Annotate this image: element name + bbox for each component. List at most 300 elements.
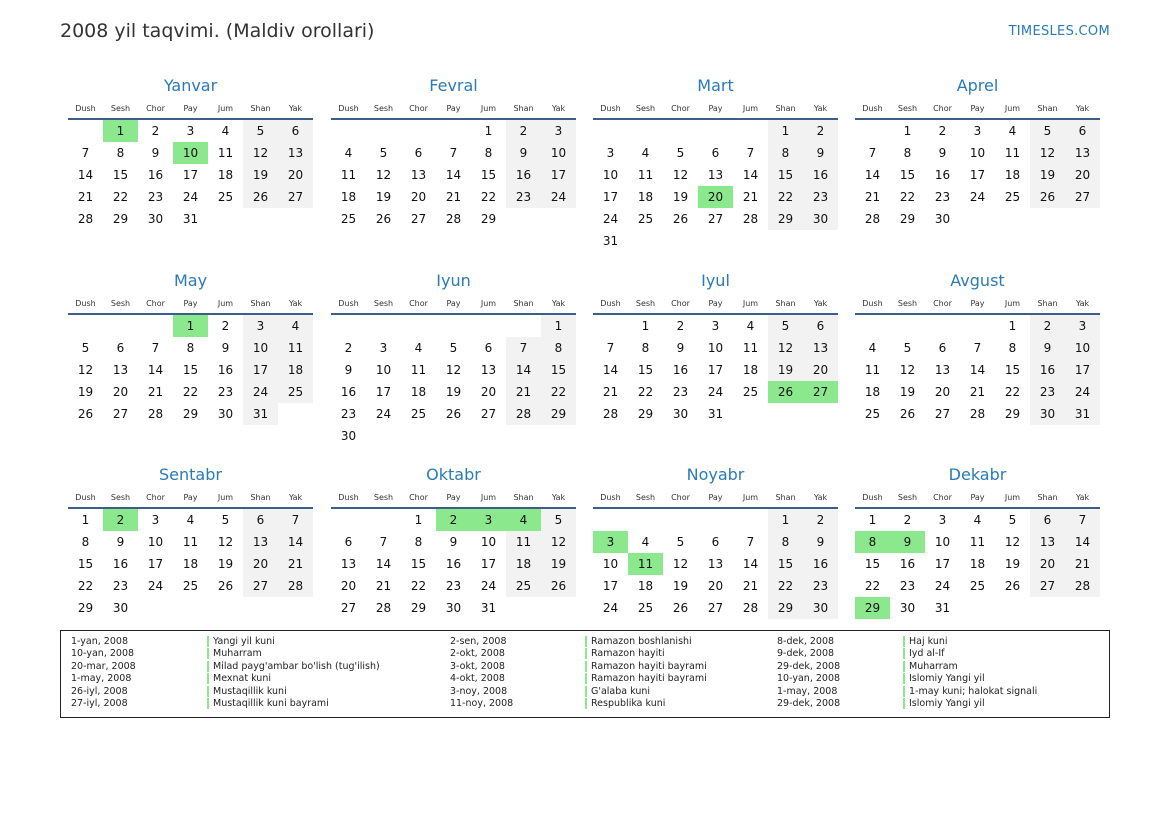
day-cell[interactable]: 23 bbox=[445, 579, 462, 593]
day-cell[interactable]: 29 bbox=[410, 601, 427, 615]
day-cell[interactable]: 20 bbox=[707, 579, 724, 593]
day-cell[interactable]: 27 bbox=[278, 186, 313, 208]
day-cell[interactable]: 18 bbox=[182, 557, 199, 571]
day-cell[interactable]: 3 bbox=[1065, 315, 1100, 337]
day-cell[interactable]: 19 bbox=[77, 385, 94, 399]
day-cell[interactable]: 12 bbox=[243, 142, 278, 164]
day-cell[interactable]: 21 bbox=[864, 190, 881, 204]
day-cell[interactable]: 27 bbox=[707, 212, 724, 226]
day-cell[interactable]: 24 bbox=[541, 186, 576, 208]
day-cell[interactable]: 13 bbox=[707, 557, 724, 571]
day-cell[interactable]: 15 bbox=[410, 557, 427, 571]
day-cell[interactable]: 2 bbox=[903, 513, 912, 527]
day-cell[interactable]: 31 bbox=[934, 601, 951, 615]
day-cell[interactable]: 29 bbox=[182, 407, 199, 421]
day-cell[interactable]: 7 bbox=[506, 337, 541, 359]
day-cell[interactable]: 6 bbox=[243, 509, 278, 531]
day-cell[interactable]: 24 bbox=[182, 190, 199, 204]
day-cell[interactable]: 4 bbox=[278, 315, 313, 337]
day-cell[interactable]: 5 bbox=[221, 513, 230, 527]
day-cell[interactable]: 28 bbox=[1065, 575, 1100, 597]
day-cell[interactable]: 5 bbox=[768, 315, 803, 337]
day-cell[interactable]: 9 bbox=[803, 142, 838, 164]
day-cell[interactable]: 16 bbox=[1030, 359, 1065, 381]
day-cell[interactable]: 9 bbox=[1030, 337, 1065, 359]
day-cell[interactable]: 5 bbox=[243, 120, 278, 142]
day-cell[interactable]: 12 bbox=[1004, 535, 1021, 549]
day-cell[interactable]: 5 bbox=[541, 509, 576, 531]
day-cell[interactable]: 10 bbox=[243, 337, 278, 359]
day-cell[interactable]: 21 bbox=[742, 190, 759, 204]
day-cell[interactable]: 12 bbox=[899, 363, 916, 377]
day-cell[interactable]: 2 bbox=[676, 319, 685, 333]
day-cell[interactable]: 11 bbox=[969, 535, 986, 549]
day-cell[interactable]: 27 bbox=[410, 212, 427, 226]
day-cell[interactable]: 10 bbox=[1065, 337, 1100, 359]
day-cell[interactable]: 23 bbox=[1030, 381, 1065, 403]
day-cell[interactable]: 7 bbox=[746, 146, 755, 160]
day-cell[interactable]: 22 bbox=[77, 579, 94, 593]
day-cell[interactable]: 7 bbox=[606, 341, 615, 355]
day-cell[interactable]: 6 bbox=[344, 535, 353, 549]
day-cell[interactable]: 16 bbox=[803, 553, 838, 575]
holiday-day-cell[interactable]: 8 bbox=[855, 531, 890, 553]
day-cell[interactable]: 13 bbox=[340, 557, 357, 571]
day-cell[interactable]: 21 bbox=[278, 553, 313, 575]
day-cell[interactable]: 28 bbox=[969, 407, 986, 421]
day-cell[interactable]: 11 bbox=[506, 531, 541, 553]
day-cell[interactable]: 9 bbox=[221, 341, 230, 355]
day-cell[interactable]: 20 bbox=[934, 385, 951, 399]
day-cell[interactable]: 15 bbox=[1004, 363, 1021, 377]
day-cell[interactable]: 16 bbox=[899, 557, 916, 571]
day-cell[interactable]: 19 bbox=[243, 164, 278, 186]
day-cell[interactable]: 14 bbox=[1065, 531, 1100, 553]
day-cell[interactable]: 14 bbox=[278, 531, 313, 553]
day-cell[interactable]: 21 bbox=[445, 190, 462, 204]
day-cell[interactable]: 5 bbox=[1030, 120, 1065, 142]
day-cell[interactable]: 9 bbox=[938, 146, 947, 160]
day-cell[interactable]: 20 bbox=[1030, 553, 1065, 575]
day-cell[interactable]: 4 bbox=[414, 341, 423, 355]
holiday-day-cell[interactable]: 3 bbox=[593, 531, 628, 553]
day-cell[interactable]: 21 bbox=[602, 385, 619, 399]
day-cell[interactable]: 5 bbox=[676, 146, 685, 160]
day-cell[interactable]: 7 bbox=[151, 341, 160, 355]
day-cell[interactable]: 18 bbox=[217, 168, 234, 182]
day-cell[interactable]: 6 bbox=[803, 315, 838, 337]
day-cell[interactable]: 30 bbox=[803, 597, 838, 619]
holiday-day-cell[interactable]: 9 bbox=[890, 531, 925, 553]
day-cell[interactable]: 16 bbox=[112, 557, 129, 571]
holiday-day-cell[interactable]: 3 bbox=[471, 509, 506, 531]
day-cell[interactable]: 27 bbox=[340, 601, 357, 615]
day-cell[interactable]: 25 bbox=[637, 601, 654, 615]
day-cell[interactable]: 5 bbox=[1008, 513, 1017, 527]
day-cell[interactable]: 28 bbox=[445, 212, 462, 226]
day-cell[interactable]: 27 bbox=[112, 407, 129, 421]
day-cell[interactable]: 23 bbox=[506, 186, 541, 208]
day-cell[interactable]: 4 bbox=[344, 146, 353, 160]
day-cell[interactable]: 4 bbox=[868, 341, 877, 355]
day-cell[interactable]: 30 bbox=[147, 212, 164, 226]
day-cell[interactable]: 28 bbox=[742, 212, 759, 226]
holiday-day-cell[interactable]: 26 bbox=[768, 381, 803, 403]
day-cell[interactable]: 22 bbox=[637, 385, 654, 399]
day-cell[interactable]: 11 bbox=[742, 341, 759, 355]
day-cell[interactable]: 11 bbox=[637, 168, 654, 182]
holiday-day-cell[interactable]: 20 bbox=[698, 186, 733, 208]
day-cell[interactable]: 6 bbox=[116, 341, 125, 355]
day-cell[interactable]: 15 bbox=[541, 359, 576, 381]
day-cell[interactable]: 17 bbox=[1065, 359, 1100, 381]
day-cell[interactable]: 16 bbox=[445, 557, 462, 571]
day-cell[interactable]: 26 bbox=[217, 579, 234, 593]
day-cell[interactable]: 12 bbox=[445, 363, 462, 377]
day-cell[interactable]: 14 bbox=[375, 557, 392, 571]
day-cell[interactable]: 14 bbox=[742, 168, 759, 182]
day-cell[interactable]: 25 bbox=[410, 407, 427, 421]
day-cell[interactable]: 8 bbox=[186, 341, 195, 355]
day-cell[interactable]: 20 bbox=[1065, 164, 1100, 186]
day-cell[interactable]: 20 bbox=[278, 164, 313, 186]
day-cell[interactable]: 13 bbox=[803, 337, 838, 359]
day-cell[interactable]: 15 bbox=[112, 168, 129, 182]
holiday-day-cell[interactable]: 27 bbox=[803, 381, 838, 403]
day-cell[interactable]: 17 bbox=[602, 190, 619, 204]
day-cell[interactable]: 10 bbox=[541, 142, 576, 164]
day-cell[interactable]: 29 bbox=[899, 212, 916, 226]
day-cell[interactable]: 25 bbox=[182, 579, 199, 593]
day-cell[interactable]: 26 bbox=[375, 212, 392, 226]
holiday-day-cell[interactable]: 1 bbox=[103, 120, 138, 142]
day-cell[interactable]: 4 bbox=[973, 513, 982, 527]
day-cell[interactable]: 6 bbox=[711, 146, 720, 160]
day-cell[interactable]: 24 bbox=[934, 579, 951, 593]
day-cell[interactable]: 15 bbox=[768, 553, 803, 575]
day-cell[interactable]: 8 bbox=[903, 146, 912, 160]
day-cell[interactable]: 13 bbox=[934, 363, 951, 377]
day-cell[interactable]: 25 bbox=[278, 381, 313, 403]
day-cell[interactable]: 1 bbox=[768, 509, 803, 531]
day-cell[interactable]: 18 bbox=[506, 553, 541, 575]
day-cell[interactable]: 16 bbox=[506, 164, 541, 186]
day-cell[interactable]: 28 bbox=[147, 407, 164, 421]
day-cell[interactable]: 29 bbox=[77, 601, 94, 615]
day-cell[interactable]: 9 bbox=[803, 531, 838, 553]
day-cell[interactable]: 26 bbox=[541, 575, 576, 597]
day-cell[interactable]: 3 bbox=[938, 513, 947, 527]
day-cell[interactable]: 23 bbox=[340, 407, 357, 421]
day-cell[interactable]: 26 bbox=[899, 407, 916, 421]
day-cell[interactable]: 14 bbox=[445, 168, 462, 182]
day-cell[interactable]: 24 bbox=[243, 381, 278, 403]
day-cell[interactable]: 2 bbox=[803, 120, 838, 142]
day-cell[interactable]: 5 bbox=[379, 146, 388, 160]
day-cell[interactable]: 3 bbox=[379, 341, 388, 355]
day-cell[interactable]: 18 bbox=[1004, 168, 1021, 182]
day-cell[interactable]: 21 bbox=[969, 385, 986, 399]
day-cell[interactable]: 21 bbox=[1065, 553, 1100, 575]
day-cell[interactable]: 12 bbox=[77, 363, 94, 377]
day-cell[interactable]: 2 bbox=[151, 124, 160, 138]
day-cell[interactable]: 30 bbox=[445, 601, 462, 615]
day-cell[interactable]: 17 bbox=[182, 168, 199, 182]
day-cell[interactable]: 17 bbox=[934, 557, 951, 571]
day-cell[interactable]: 19 bbox=[768, 359, 803, 381]
day-cell[interactable]: 18 bbox=[278, 359, 313, 381]
day-cell[interactable]: 22 bbox=[768, 575, 803, 597]
day-cell[interactable]: 20 bbox=[112, 385, 129, 399]
day-cell[interactable]: 23 bbox=[899, 579, 916, 593]
day-cell[interactable]: 19 bbox=[375, 190, 392, 204]
day-cell[interactable]: 29 bbox=[768, 208, 803, 230]
day-cell[interactable]: 5 bbox=[676, 535, 685, 549]
day-cell[interactable]: 22 bbox=[1004, 385, 1021, 399]
holiday-day-cell[interactable]: 2 bbox=[436, 509, 471, 531]
day-cell[interactable]: 10 bbox=[147, 535, 164, 549]
day-cell[interactable]: 7 bbox=[449, 146, 458, 160]
day-cell[interactable]: 2 bbox=[506, 120, 541, 142]
day-cell[interactable]: 14 bbox=[969, 363, 986, 377]
day-cell[interactable]: 13 bbox=[707, 168, 724, 182]
day-cell[interactable]: 26 bbox=[672, 601, 689, 615]
day-cell[interactable]: 20 bbox=[243, 553, 278, 575]
day-cell[interactable]: 3 bbox=[711, 319, 720, 333]
day-cell[interactable]: 17 bbox=[147, 557, 164, 571]
day-cell[interactable]: 15 bbox=[637, 363, 654, 377]
day-cell[interactable]: 20 bbox=[340, 579, 357, 593]
holiday-day-cell[interactable]: 29 bbox=[855, 597, 890, 619]
day-cell[interactable]: 6 bbox=[711, 535, 720, 549]
day-cell[interactable]: 21 bbox=[375, 579, 392, 593]
day-cell[interactable]: 7 bbox=[379, 535, 388, 549]
day-cell[interactable]: 10 bbox=[707, 341, 724, 355]
day-cell[interactable]: 29 bbox=[1004, 407, 1021, 421]
day-cell[interactable]: 28 bbox=[742, 601, 759, 615]
day-cell[interactable]: 7 bbox=[973, 341, 982, 355]
day-cell[interactable]: 11 bbox=[278, 337, 313, 359]
day-cell[interactable]: 25 bbox=[742, 385, 759, 399]
day-cell[interactable]: 18 bbox=[864, 385, 881, 399]
day-cell[interactable]: 23 bbox=[217, 385, 234, 399]
day-cell[interactable]: 4 bbox=[1008, 124, 1017, 138]
day-cell[interactable]: 10 bbox=[602, 557, 619, 571]
day-cell[interactable]: 31 bbox=[182, 212, 199, 226]
day-cell[interactable]: 16 bbox=[672, 363, 689, 377]
day-cell[interactable]: 20 bbox=[480, 385, 497, 399]
day-cell[interactable]: 27 bbox=[1030, 575, 1065, 597]
day-cell[interactable]: 12 bbox=[768, 337, 803, 359]
day-cell[interactable]: 6 bbox=[1065, 120, 1100, 142]
day-cell[interactable]: 19 bbox=[672, 190, 689, 204]
day-cell[interactable]: 16 bbox=[934, 168, 951, 182]
day-cell[interactable]: 17 bbox=[480, 557, 497, 571]
day-cell[interactable]: 19 bbox=[445, 385, 462, 399]
day-cell[interactable]: 8 bbox=[116, 146, 125, 160]
day-cell[interactable]: 4 bbox=[641, 535, 650, 549]
day-cell[interactable]: 3 bbox=[606, 146, 615, 160]
day-cell[interactable]: 22 bbox=[899, 190, 916, 204]
day-cell[interactable]: 6 bbox=[414, 146, 423, 160]
day-cell[interactable]: 8 bbox=[1008, 341, 1017, 355]
day-cell[interactable]: 1 bbox=[81, 513, 90, 527]
day-cell[interactable]: 22 bbox=[182, 385, 199, 399]
day-cell[interactable]: 28 bbox=[602, 407, 619, 421]
day-cell[interactable]: 7 bbox=[278, 509, 313, 531]
day-cell[interactable]: 1 bbox=[768, 120, 803, 142]
day-cell[interactable]: 8 bbox=[768, 142, 803, 164]
day-cell[interactable]: 25 bbox=[217, 190, 234, 204]
day-cell[interactable]: 11 bbox=[217, 146, 234, 160]
day-cell[interactable]: 10 bbox=[969, 146, 986, 160]
day-cell[interactable]: 10 bbox=[934, 535, 951, 549]
day-cell[interactable]: 12 bbox=[217, 535, 234, 549]
day-cell[interactable]: 28 bbox=[506, 403, 541, 425]
day-cell[interactable]: 20 bbox=[410, 190, 427, 204]
day-cell[interactable]: 12 bbox=[375, 168, 392, 182]
holiday-day-cell[interactable]: 11 bbox=[628, 553, 663, 575]
day-cell[interactable]: 31 bbox=[602, 234, 619, 248]
day-cell[interactable]: 8 bbox=[81, 535, 90, 549]
day-cell[interactable]: 4 bbox=[186, 513, 195, 527]
day-cell[interactable]: 28 bbox=[375, 601, 392, 615]
day-cell[interactable]: 24 bbox=[1065, 381, 1100, 403]
day-cell[interactable]: 19 bbox=[1004, 557, 1021, 571]
day-cell[interactable]: 29 bbox=[541, 403, 576, 425]
site-link[interactable]: TIMESLES.COM bbox=[1008, 24, 1110, 39]
day-cell[interactable]: 15 bbox=[768, 164, 803, 186]
day-cell[interactable]: 3 bbox=[151, 513, 160, 527]
day-cell[interactable]: 27 bbox=[480, 407, 497, 421]
day-cell[interactable]: 2 bbox=[344, 341, 353, 355]
day-cell[interactable]: 9 bbox=[344, 363, 353, 377]
day-cell[interactable]: 17 bbox=[969, 168, 986, 182]
day-cell[interactable]: 18 bbox=[969, 557, 986, 571]
day-cell[interactable]: 12 bbox=[672, 168, 689, 182]
day-cell[interactable]: 28 bbox=[278, 575, 313, 597]
day-cell[interactable]: 18 bbox=[637, 190, 654, 204]
day-cell[interactable]: 16 bbox=[340, 385, 357, 399]
day-cell[interactable]: 9 bbox=[151, 146, 160, 160]
day-cell[interactable]: 14 bbox=[506, 359, 541, 381]
day-cell[interactable]: 17 bbox=[707, 363, 724, 377]
day-cell[interactable]: 26 bbox=[672, 212, 689, 226]
day-cell[interactable]: 1 bbox=[868, 513, 877, 527]
day-cell[interactable]: 30 bbox=[803, 208, 838, 230]
day-cell[interactable]: 1 bbox=[641, 319, 650, 333]
day-cell[interactable]: 31 bbox=[243, 403, 278, 425]
day-cell[interactable]: 21 bbox=[742, 579, 759, 593]
day-cell[interactable]: 23 bbox=[803, 186, 838, 208]
day-cell[interactable]: 23 bbox=[672, 385, 689, 399]
day-cell[interactable]: 5 bbox=[903, 341, 912, 355]
day-cell[interactable]: 22 bbox=[480, 190, 497, 204]
day-cell[interactable]: 30 bbox=[1030, 403, 1065, 425]
day-cell[interactable]: 2 bbox=[221, 319, 230, 333]
day-cell[interactable]: 24 bbox=[969, 190, 986, 204]
day-cell[interactable]: 3 bbox=[186, 124, 195, 138]
day-cell[interactable]: 7 bbox=[81, 146, 90, 160]
day-cell[interactable]: 9 bbox=[676, 341, 685, 355]
day-cell[interactable]: 31 bbox=[480, 601, 497, 615]
day-cell[interactable]: 19 bbox=[1030, 164, 1065, 186]
day-cell[interactable]: 16 bbox=[217, 363, 234, 377]
day-cell[interactable]: 13 bbox=[278, 142, 313, 164]
day-cell[interactable]: 14 bbox=[77, 168, 94, 182]
day-cell[interactable]: 30 bbox=[217, 407, 234, 421]
day-cell[interactable]: 14 bbox=[147, 363, 164, 377]
day-cell[interactable]: 24 bbox=[375, 407, 392, 421]
day-cell[interactable]: 9 bbox=[116, 535, 125, 549]
day-cell[interactable]: 28 bbox=[864, 212, 881, 226]
day-cell[interactable]: 6 bbox=[278, 120, 313, 142]
day-cell[interactable]: 24 bbox=[147, 579, 164, 593]
day-cell[interactable]: 14 bbox=[602, 363, 619, 377]
day-cell[interactable]: 24 bbox=[602, 212, 619, 226]
day-cell[interactable]: 25 bbox=[969, 579, 986, 593]
day-cell[interactable]: 23 bbox=[934, 190, 951, 204]
day-cell[interactable]: 2 bbox=[803, 509, 838, 531]
day-cell[interactable]: 1 bbox=[414, 513, 423, 527]
day-cell[interactable]: 7 bbox=[746, 535, 755, 549]
day-cell[interactable]: 30 bbox=[899, 601, 916, 615]
day-cell[interactable]: 15 bbox=[77, 557, 94, 571]
day-cell[interactable]: 27 bbox=[934, 407, 951, 421]
day-cell[interactable]: 8 bbox=[541, 337, 576, 359]
day-cell[interactable]: 22 bbox=[410, 579, 427, 593]
day-cell[interactable]: 26 bbox=[1004, 579, 1021, 593]
day-cell[interactable]: 19 bbox=[541, 553, 576, 575]
day-cell[interactable]: 12 bbox=[541, 531, 576, 553]
day-cell[interactable]: 12 bbox=[672, 557, 689, 571]
day-cell[interactable]: 30 bbox=[934, 212, 951, 226]
day-cell[interactable]: 17 bbox=[243, 359, 278, 381]
day-cell[interactable]: 29 bbox=[637, 407, 654, 421]
day-cell[interactable]: 1 bbox=[1008, 319, 1017, 333]
day-cell[interactable]: 26 bbox=[77, 407, 94, 421]
day-cell[interactable]: 31 bbox=[1065, 403, 1100, 425]
day-cell[interactable]: 11 bbox=[410, 363, 427, 377]
day-cell[interactable]: 8 bbox=[484, 146, 493, 160]
day-cell[interactable]: 10 bbox=[375, 363, 392, 377]
day-cell[interactable]: 21 bbox=[506, 381, 541, 403]
day-cell[interactable]: 3 bbox=[973, 124, 982, 138]
day-cell[interactable]: 15 bbox=[480, 168, 497, 182]
day-cell[interactable]: 18 bbox=[637, 579, 654, 593]
day-cell[interactable]: 9 bbox=[506, 142, 541, 164]
day-cell[interactable]: 22 bbox=[541, 381, 576, 403]
day-cell[interactable]: 24 bbox=[480, 579, 497, 593]
day-cell[interactable]: 31 bbox=[707, 407, 724, 421]
day-cell[interactable]: 25 bbox=[1004, 190, 1021, 204]
day-cell[interactable]: 21 bbox=[147, 385, 164, 399]
day-cell[interactable]: 26 bbox=[243, 186, 278, 208]
day-cell[interactable]: 7 bbox=[868, 146, 877, 160]
day-cell[interactable]: 28 bbox=[77, 212, 94, 226]
day-cell[interactable]: 4 bbox=[641, 146, 650, 160]
day-cell[interactable]: 13 bbox=[410, 168, 427, 182]
day-cell[interactable]: 25 bbox=[506, 575, 541, 597]
day-cell[interactable]: 12 bbox=[1030, 142, 1065, 164]
holiday-day-cell[interactable]: 4 bbox=[506, 509, 541, 531]
day-cell[interactable]: 22 bbox=[864, 579, 881, 593]
day-cell[interactable]: 30 bbox=[672, 407, 689, 421]
day-cell[interactable]: 23 bbox=[803, 575, 838, 597]
day-cell[interactable]: 17 bbox=[602, 579, 619, 593]
day-cell[interactable]: 2 bbox=[1030, 315, 1065, 337]
day-cell[interactable]: 5 bbox=[449, 341, 458, 355]
